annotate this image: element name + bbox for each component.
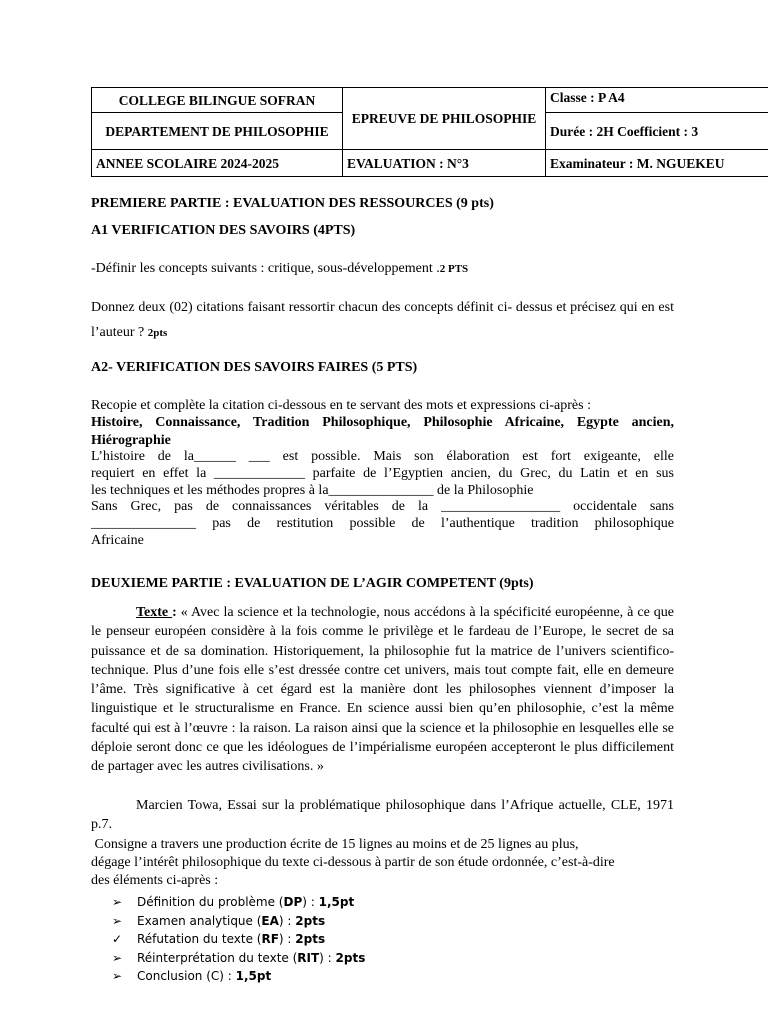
text-label-colon: : bbox=[172, 605, 177, 620]
cloze-line-5: _______________ pas de restitution possible de l’authentique tradition philosophique bbox=[91, 516, 674, 531]
question-2-points: 2pts bbox=[147, 327, 168, 339]
criteria-item: ✓ Réfutation du texte (RF) : 2pts bbox=[112, 932, 326, 947]
header-table bbox=[91, 87, 768, 177]
checkmark-bullet-icon: ✓ bbox=[112, 932, 123, 947]
cloze-line-2: requiert en effet la _____________ parfaite de l’Egyptien ancien, du Grec, du Latin et en sus bbox=[91, 466, 674, 481]
cloze-line-1: L’histoire de la______ ___ est possible. Mais son élaboration est fort exigeante, elle bbox=[91, 449, 674, 464]
text-label: Texte bbox=[136, 605, 173, 620]
a2-word-list: Histoire, Connaissance, Tradition Philosophique, Philosophie Africaine, Egypte ancien, Hiérographie bbox=[91, 415, 674, 448]
exam-title: EPREUVE DE PHILOSOPHIE bbox=[343, 88, 546, 150]
a2-instruction: Recopie et complète la citation ci-dessous en te servant des mots et expressions ci-après : bbox=[91, 398, 591, 413]
criteria-item: ➢ Examen analytique (EA) : 2pts bbox=[112, 913, 326, 928]
text-source: Marcien Towa, Essai sur la problématique philosophique dans l’Afrique actuelle, CLE, 1971 p.7. bbox=[91, 798, 674, 833]
arrow-bullet-icon: ➢ bbox=[112, 913, 123, 928]
question-1 bbox=[91, 260, 677, 278]
a2-title: A2- VERIFICATION DES SAVOIRS FAIRES (5 PTS) bbox=[91, 360, 418, 375]
criteria-list bbox=[112, 893, 365, 986]
arrow-bullet-icon: ➢ bbox=[112, 969, 123, 984]
arrow-bullet-icon: ➢ bbox=[112, 950, 123, 965]
text-body: « Avec la science et la technologie, nous accédons à la spécificité européenne, à ce que le penseur européen considère à la fois comme le privilège et le fardeau de l’Europe, le secret de sa puissance et de sa domination. Historiquement, la philosophie fut la matrice de l’univers scientifico-technique. Plus d’une fois elle s’est dressée contre cet univers, mais tout compte fait, elle en demeure l’âme. Très significative à cet égard est la manière dont les philosophes viennent d’imposer la linguistique et le structuralisme en France. En science aussi bien qu’en philosophie, c’est la même faculté qui est à l’œuvre : la raison. La raison ainsi que la science et la philosophie en lesquelles elle se déploie seront donc ce que les idéologues de l’impérialisme européen accepteront le plus difficilement de partager avec les autres civilisations. » bbox=[91, 605, 674, 775]
criteria-item: ➢ Définition du problème (DP) : 1,5pt bbox=[112, 895, 355, 909]
consigne-line-1: Consigne a travers une production écrite de 15 lignes au moins et de 25 lignes au plus, bbox=[91, 837, 579, 852]
part1-title: PREMIERE PARTIE : EVALUATION DES RESSOURCES (9 pts) bbox=[91, 196, 494, 211]
cloze-line-3: les techniques et les méthodes propres à la_______________ de la Philosophie bbox=[91, 483, 534, 498]
consigne-line-3: des éléments ci-après : bbox=[91, 873, 219, 888]
school-name: COLLEGE BILINGUE SOFRAN bbox=[92, 88, 343, 113]
duration-label: Durée : 2H Coefficient : 3 bbox=[546, 113, 768, 150]
class-label: Classe : P A4 bbox=[546, 88, 768, 113]
consigne-line-2: dégage l’intérêt philosophique du texte ci-dessous à partir de son étude ordonnée, c’est-à-dire bbox=[91, 855, 615, 870]
evaluation-number: EVALUATION : N°3 bbox=[343, 150, 546, 177]
part2-title: DEUXIEME PARTIE : EVALUATION DE L’AGIR COMPETENT (9pts) bbox=[91, 576, 534, 591]
question-1-points: 2 PTS bbox=[439, 263, 469, 275]
cloze-line-4: Sans Grec, pas de connaissances véritables de la _________________ occidentale sans bbox=[91, 499, 674, 514]
text-passage bbox=[91, 603, 674, 777]
department-name: DEPARTEMENT DE PHILOSOPHIE bbox=[92, 113, 343, 150]
cloze-line-6: Africaine bbox=[91, 533, 144, 548]
arrow-bullet-icon: ➢ bbox=[112, 895, 123, 909]
question-1-text: -Définir les concepts suivants : critique, sous-développement . bbox=[91, 261, 440, 276]
criteria-item: ➢ Conclusion (C) : 1,5pt bbox=[112, 969, 272, 984]
school-year: ANNEE SCOLAIRE 2024-2025 bbox=[92, 150, 343, 177]
a1-title: A1 VERIFICATION DES SAVOIRS (4PTS) bbox=[91, 223, 356, 238]
criteria-item: ➢ Réinterprétation du texte (RIT) : 2pts bbox=[112, 950, 366, 965]
question-2-text: Donnez deux (02) citations faisant ressortir chacun des concepts définit ci- dessus et précisez qui en est l’auteur ? bbox=[91, 300, 674, 340]
question-2 bbox=[91, 295, 674, 346]
examiner-name: Examinateur : M. NGUEKEU bbox=[546, 150, 768, 177]
